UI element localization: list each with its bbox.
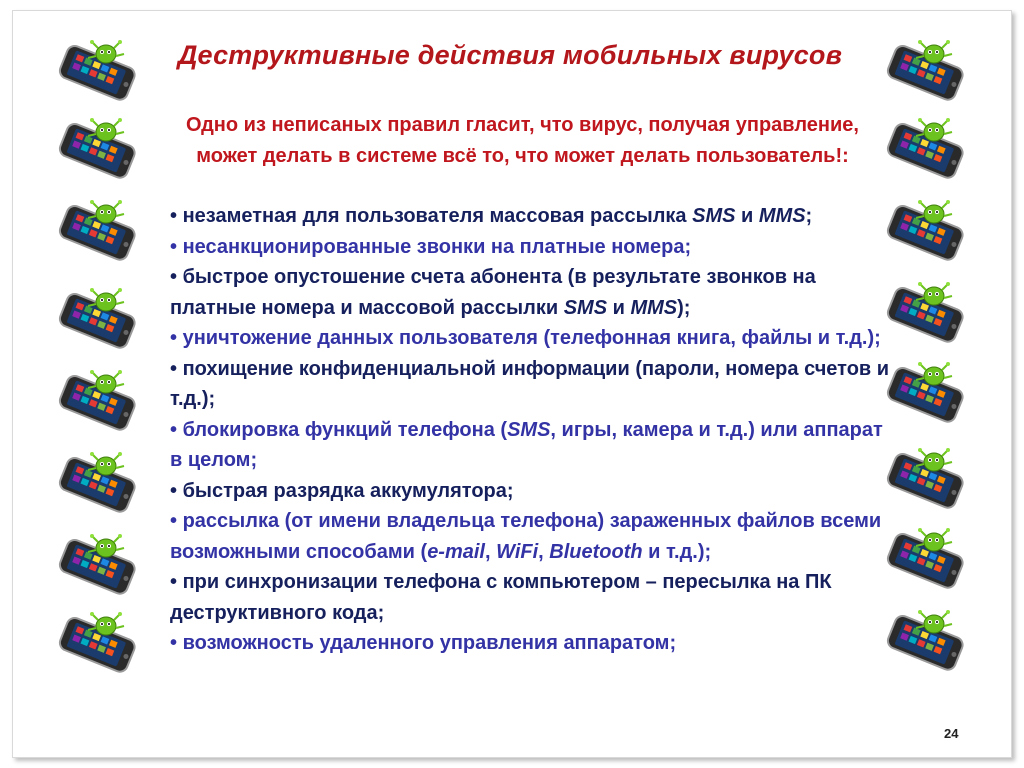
bullet: • [170, 479, 178, 502]
item-text: и т.д.); [642, 540, 712, 563]
item-text: , [485, 540, 497, 563]
slide-title: Деструктивные действия мобильных вирусов [177, 40, 843, 70]
infected-phone-icon [880, 362, 972, 424]
infected-phone-icon [52, 370, 144, 432]
infected-phone-icon [880, 528, 972, 590]
infected-phone-icon [880, 282, 972, 344]
item-text: рассылка (от имени владельца телефона) зараженных файлов всеми возможными способами ( [170, 510, 882, 563]
bullet: • [170, 418, 178, 441]
item-term: MMS [758, 205, 806, 227]
item-text: ; [805, 205, 813, 227]
list-item [170, 201, 890, 232]
item-term: e-mail [427, 540, 485, 563]
bullet: • [170, 327, 178, 349]
bullet: • [170, 357, 178, 380]
bullet: • [170, 266, 178, 288]
infected-phone-icon [52, 40, 144, 102]
bullet: • [170, 235, 178, 258]
item-text: и [607, 296, 631, 319]
item-text: несанкционированные звонки на платные номера; [182, 235, 692, 258]
item-term: SMS [563, 296, 608, 319]
infected-phone-icon [52, 288, 144, 350]
list-item [170, 476, 890, 507]
infected-phone-icon [52, 200, 144, 262]
list-item [170, 323, 890, 354]
item-term: SMS [692, 205, 736, 227]
item-text: при синхронизации телефона с компьютером – пересылка на ПК деструктивного кода; [170, 571, 832, 624]
item-term: SMS [507, 418, 551, 441]
bullet: • [170, 632, 178, 654]
item-text: похищение конфиденциальной информации (пароли, номера счетов и т.д.); [170, 357, 890, 410]
page-number: 24 [944, 726, 959, 741]
item-text: быстрая разрядка аккумулятора; [182, 479, 514, 502]
infected-phone-icon [52, 612, 144, 674]
infected-phone-icon [880, 40, 972, 102]
bullet: • [170, 205, 178, 227]
item-text: , [538, 540, 550, 563]
infected-phone-icon [880, 118, 972, 180]
item-text: блокировка функций телефона ( [182, 418, 508, 441]
bullet-list [170, 201, 890, 659]
infected-phone-icon [52, 534, 144, 596]
item-term: Bluetooth [549, 540, 643, 563]
infected-phone-icon [52, 452, 144, 514]
list-item [170, 415, 890, 476]
item-text: уничтожение данных пользователя (телефонная книга, файлы и т.д.); [182, 327, 881, 349]
list-item [170, 354, 890, 415]
list-item [170, 506, 890, 567]
item-term: MMS [630, 296, 678, 319]
infected-phone-icon [880, 610, 972, 672]
list-item [170, 232, 890, 263]
bullet: • [170, 571, 178, 593]
infected-phone-icon [52, 118, 144, 180]
item-text: незаметная для пользователя массовая рассылка [182, 205, 693, 227]
list-item [170, 567, 890, 628]
item-term: WiFi [496, 540, 539, 563]
list-item [170, 262, 890, 323]
item-text: быстрое опустошение счета абонента (в результате звонков на платные номера и массовой рассылки [170, 266, 816, 319]
item-text: и [735, 205, 759, 227]
infected-phone-icon [880, 448, 972, 510]
intro-text: Одно из неписаных правил гласит, что вирус, получая управление, может делать в системе всё то, что может делать пользователь!: [186, 114, 859, 167]
item-text: возможность удаленного управления аппаратом; [182, 632, 677, 654]
infected-phone-icon [880, 200, 972, 262]
list-item [170, 628, 890, 659]
item-text: ); [677, 296, 691, 319]
item-text: , игры, камера и т.д.) или аппарат в целом; [170, 418, 883, 471]
bullet: • [170, 510, 178, 532]
